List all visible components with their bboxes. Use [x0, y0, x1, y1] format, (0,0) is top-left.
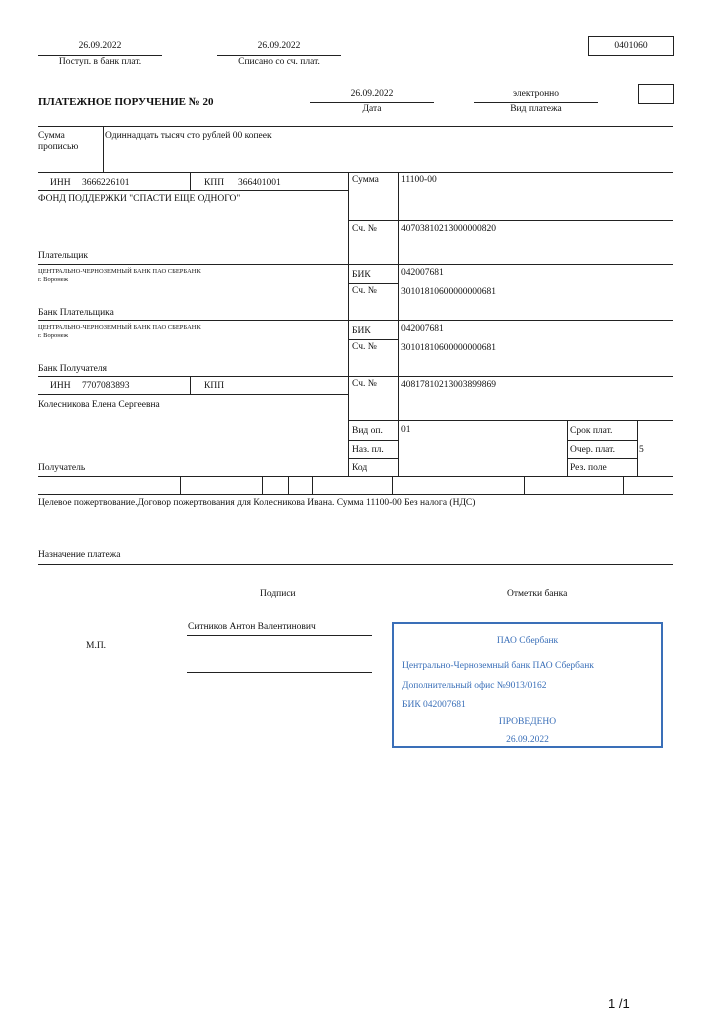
- purpose-text: Целевое пожертвование.Договор пожертвования для Колесникова Ивана. Сумма 11100-00 Без налога (НДС): [38, 498, 476, 508]
- payer-bank-account-label: Сч. №: [352, 286, 377, 296]
- recipient-bank-label: Банк Получателя: [38, 364, 107, 374]
- vid-op-label: Вид оп.: [352, 426, 383, 436]
- order-date-label: Дата: [362, 104, 382, 114]
- order-date: 26.09.2022: [350, 89, 394, 99]
- recipient-name: Колесникова Елена Сергеевна: [38, 400, 160, 410]
- payment-type: электронно: [512, 89, 560, 99]
- bank-marks-label: Отметки банка: [507, 589, 568, 599]
- recipient-bank-bik: 042007681: [401, 324, 444, 334]
- kod-label: Код: [352, 463, 368, 473]
- amount-words-label-1: Сумма: [38, 131, 65, 141]
- divider: [38, 476, 673, 477]
- ocher-value: 5: [639, 445, 644, 455]
- divider: [524, 476, 525, 494]
- payer-bank-label: Банк Плательщика: [38, 308, 114, 318]
- payer-sum: 11100-00: [401, 175, 437, 185]
- recipient-inn-label: ИНН: [50, 381, 71, 391]
- divider: [38, 320, 673, 321]
- divider: [312, 476, 313, 494]
- stamp-branch: Центрально-Черноземный банк ПАО Сбербанк: [402, 661, 594, 671]
- divider: [623, 476, 624, 494]
- payer-inn: 3666226101: [82, 178, 130, 188]
- divider: [38, 264, 673, 265]
- divider: [348, 440, 398, 441]
- divider: [38, 394, 348, 395]
- divider: [398, 172, 399, 477]
- divider: [38, 190, 348, 191]
- payer-label: Плательщик: [38, 251, 89, 261]
- divider: [348, 458, 398, 459]
- divider: [190, 172, 191, 190]
- srok-label: Срок плат.: [570, 426, 613, 436]
- divider: [348, 283, 398, 284]
- naz-pl-label: Наз. пл.: [352, 445, 384, 455]
- divider: [262, 476, 263, 494]
- bank-received-label: Поступ. в банк плат.: [58, 57, 142, 67]
- divider: [348, 339, 398, 340]
- recipient-label: Получатель: [38, 463, 86, 473]
- payer-sum-label: Сумма: [352, 175, 379, 185]
- payment-type-label: Вид платежа: [510, 104, 562, 114]
- payer-bank-city: г. Воронеж: [38, 276, 69, 283]
- divider: [392, 476, 393, 494]
- bank-stamp: [392, 622, 663, 748]
- signatures-label: Подписи: [260, 589, 296, 599]
- recipient-account: 40817810213003899869: [401, 380, 496, 390]
- payer-account: 40703810213000000820: [401, 224, 496, 234]
- signer-name: Ситников Антон Валентинович: [188, 622, 316, 632]
- divider: [38, 564, 673, 565]
- payer-kpp-label: КПП: [204, 178, 225, 188]
- divider: [38, 126, 673, 127]
- divider: [103, 126, 104, 172]
- purpose-label: Назначение платежа: [38, 550, 121, 560]
- divider: [567, 440, 637, 441]
- divider: [38, 376, 673, 377]
- divider: [38, 55, 162, 56]
- divider: [38, 494, 673, 495]
- payer-bank-bik-label: БИК: [352, 270, 371, 280]
- stamp-bik: БИК 042007681: [402, 700, 466, 710]
- payer-bank-bik: 042007681: [401, 268, 444, 278]
- payer-name: ФОНД ПОДДЕРЖКИ "СПАСТИ ЕЩЕ ОДНОГО": [38, 194, 241, 204]
- divider: [217, 55, 341, 56]
- divider: [348, 172, 349, 477]
- recipient-bank-account: 30101810600000000681: [401, 343, 496, 353]
- signature-line: [187, 672, 372, 673]
- stamp-office: Дополнительный офис №9013/0162: [402, 681, 547, 691]
- ocher-label: Очер. плат.: [570, 445, 615, 455]
- recipient-bank-city: г. Воронеж: [38, 332, 69, 339]
- payer-account-label: Сч. №: [352, 224, 377, 234]
- bank-received-date: 26.09.2022: [78, 41, 122, 51]
- stamp-bank: ПАО Сбербанк: [496, 636, 559, 646]
- signature-line: [187, 635, 372, 636]
- recipient-bank-name: ЦЕНТРАЛЬНО-ЧЕРНОЗЕМНЫЙ БАНК ПАО СБЕРБАНК: [38, 324, 201, 331]
- payer-bank-account: 30101810600000000681: [401, 287, 496, 297]
- divider: [474, 102, 598, 103]
- mp-label: М.П.: [86, 641, 107, 651]
- stamp-status: ПРОВЕДЕНО: [498, 717, 557, 727]
- recipient-bank-bik-label: БИК: [352, 326, 371, 336]
- written-off-date: 26.09.2022: [257, 41, 301, 51]
- divider: [348, 420, 673, 421]
- form-code-box: [588, 36, 674, 56]
- divider: [567, 458, 637, 459]
- divider: [288, 476, 289, 494]
- form-code: 0401060: [614, 41, 648, 51]
- stamp-date: 26.09.2022: [506, 735, 549, 745]
- payer-inn-label: ИНН: [50, 178, 71, 188]
- written-off-label: Списано со сч. плат.: [238, 57, 320, 67]
- divider: [637, 420, 638, 477]
- divider: [38, 172, 673, 173]
- divider: [348, 220, 673, 221]
- rez-label: Рез. поле: [570, 463, 607, 473]
- divider: [190, 376, 191, 394]
- recipient-bank-account-label: Сч. №: [352, 342, 377, 352]
- payer-kpp: 366401001: [238, 178, 281, 188]
- payer-status-box: [638, 84, 674, 104]
- page-indicator: 1 /1: [608, 996, 630, 1011]
- recipient-account-label: Сч. №: [352, 379, 377, 389]
- divider: [310, 102, 434, 103]
- divider: [180, 476, 181, 494]
- payer-bank-name: ЦЕНТРАЛЬНО-ЧЕРНОЗЕМНЫЙ БАНК ПАО СБЕРБАНК: [38, 268, 201, 275]
- recipient-inn: 7707083893: [82, 381, 130, 391]
- amount-words-value: Одиннадцать тысяч сто рублей 00 копеек: [105, 131, 272, 141]
- amount-words-label-2: прописью: [38, 142, 79, 152]
- vid-op: 01: [401, 425, 411, 435]
- order-title: ПЛАТЕЖНОЕ ПОРУЧЕНИЕ № 20: [38, 96, 214, 108]
- divider: [567, 420, 568, 477]
- recipient-kpp-label: КПП: [204, 381, 225, 391]
